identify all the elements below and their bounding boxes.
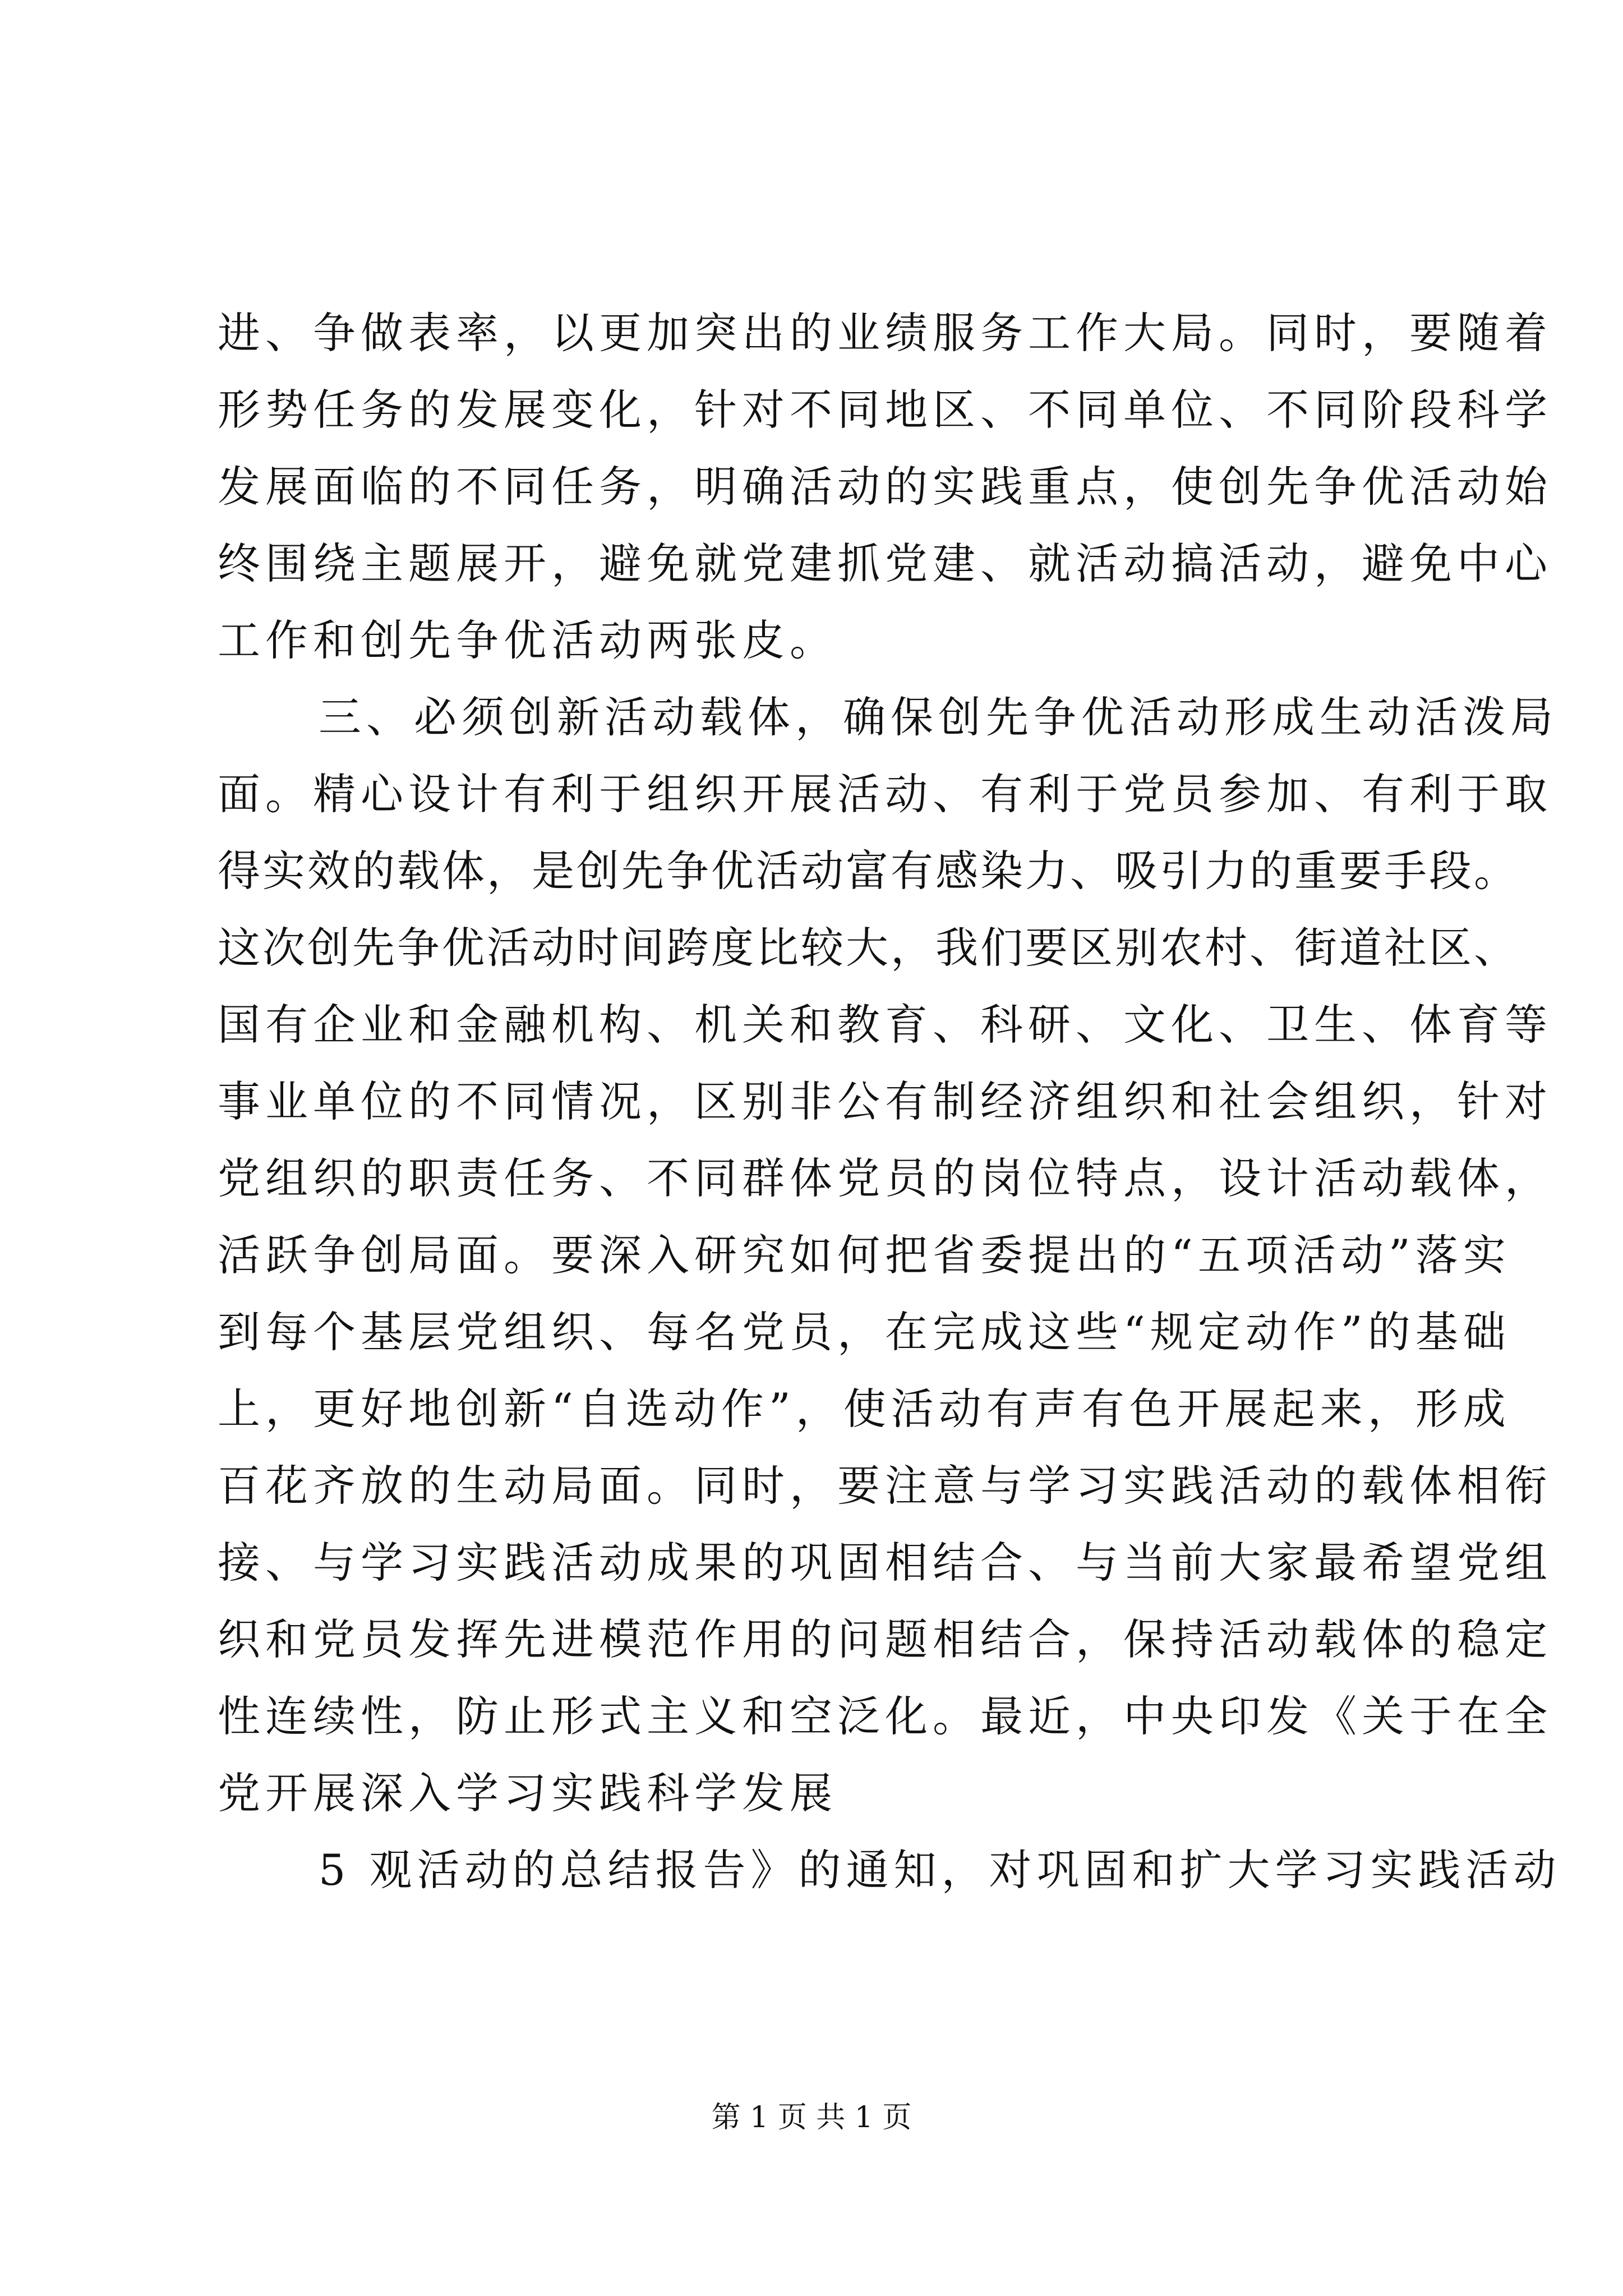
text-line: 上，更好地创新“自选动作”，使活动有声有色开展起来，形成 — [218, 1384, 1511, 1434]
text-line: 到每个基层党组织、每名党员，在完成这些“规定动作”的基础 — [218, 1307, 1511, 1357]
text-line: 事业单位的不同情况，区别非公有制经济组织和社会组织，针对 — [218, 1076, 1552, 1126]
text-line: 这次创先争优活动时间跨度比较大，我们要区别农村、街道社区、 — [218, 923, 1519, 973]
text-line: 性连续性，防止形式主义和空泛化。最近，中央印发《关于在全 — [218, 1691, 1552, 1741]
text-line: 党开展深入学习实践科学发展 — [218, 1768, 837, 1818]
text-line: 活跃争创局面。要深入研究如何把省委提出的“五项活动”落实 — [218, 1230, 1511, 1280]
text-line: 百花齐放的生动局面。同时，要注意与学习实践活动的载体相衔 — [218, 1461, 1552, 1511]
text-line: 5 观活动的总结报告》的通知，对巩固和扩大学习实践活动 — [319, 1845, 1561, 1895]
text-line: 面。精心设计有利于组织开展活动、有利于党员参加、有利于取 — [218, 769, 1552, 819]
text-line: 得实效的载体，是创先争优活动富有感染力、吸引力的重要手段。 — [218, 846, 1519, 896]
text-line: 发展面临的不同任务，明确活动的实践重点，使创先争优活动始 — [218, 462, 1552, 512]
text-line: 织和党员发挥先进模范作用的问题相结合，保持活动载体的稳定 — [218, 1614, 1552, 1664]
text-line: 终围绕主题展开，避免就党建抓党建、就活动搞活动，避免中心 — [218, 539, 1552, 588]
text-line: 进、争做表率，以更加突出的业绩服务工作大局。同时，要随着 — [218, 308, 1552, 358]
text-line: 党组织的职责任务、不同群体党员的岗位特点，设计活动载体， — [218, 1153, 1552, 1203]
text-line: 接、与学习实践活动成果的巩固相结合、与当前大家最希望党组 — [218, 1538, 1552, 1588]
paragraph-start-line: 三、必须创新活动载体，确保创先争优活动形成生动活泼局 — [319, 692, 1558, 742]
text-line: 工作和创先争优活动两张皮。 — [218, 615, 837, 665]
text-line: 形势任务的发展变化，针对不同地区、不同单位、不同阶段科学 — [218, 385, 1552, 435]
page-number-footer: 第 1 页 共 1 页 — [711, 2101, 912, 2134]
text-line: 国有企业和金融机构、机关和教育、科研、文化、卫生、体育等 — [218, 1000, 1552, 1050]
